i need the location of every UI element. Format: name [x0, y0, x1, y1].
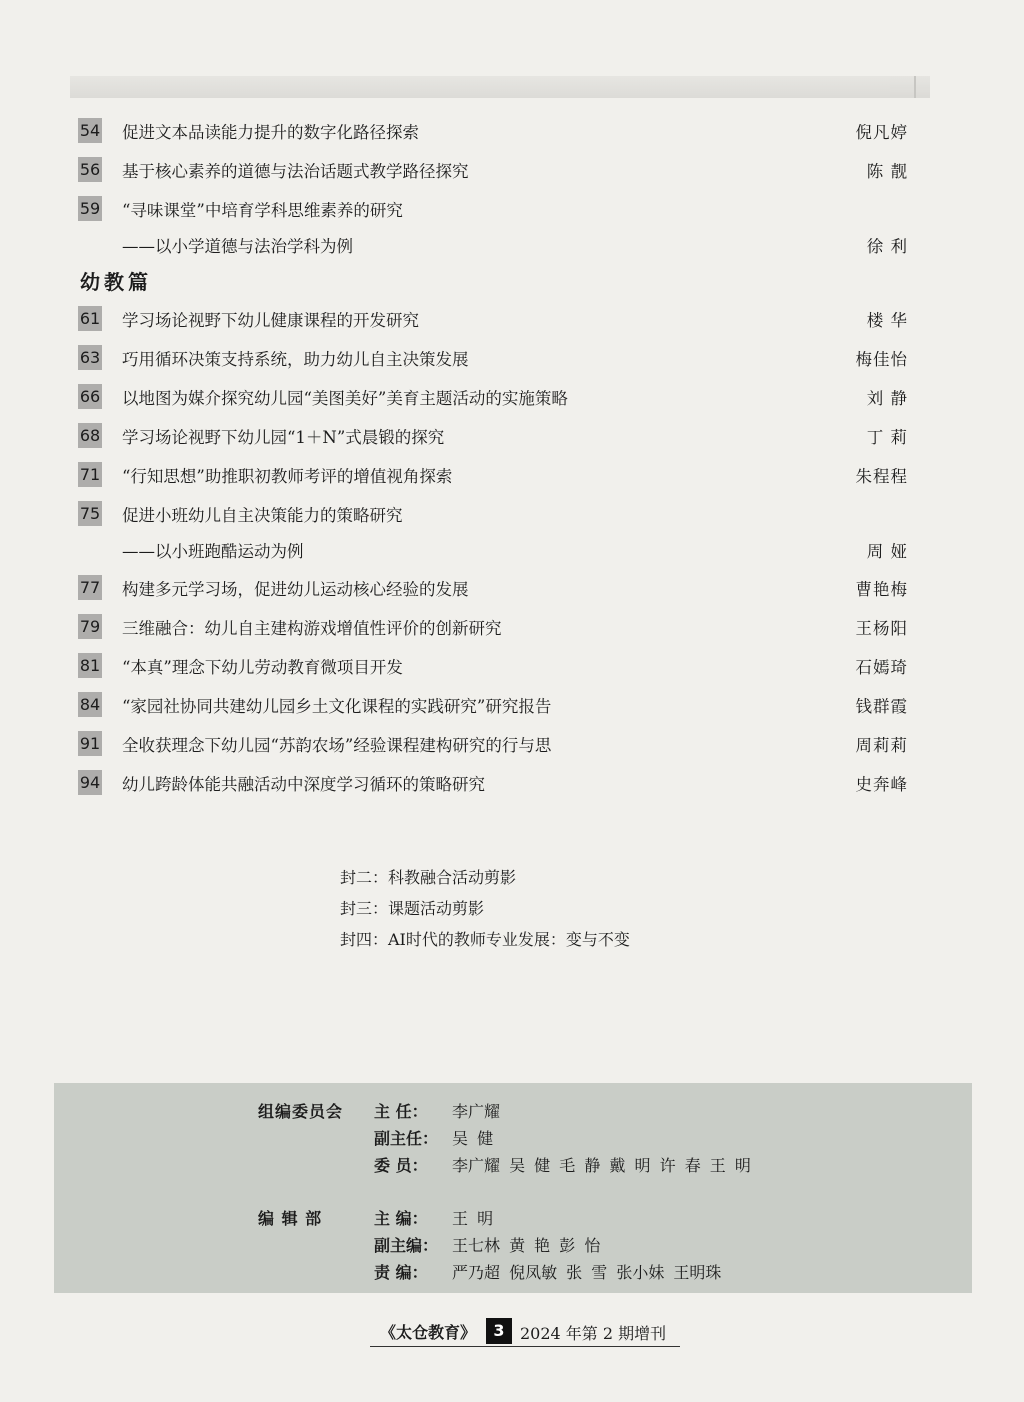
article-title: 促进小班幼儿自主决策能力的策略研究 [122, 506, 403, 525]
article-subtitle: ——以小班跑酷运动为例 [122, 542, 304, 561]
article-author: 朱程程 [855, 467, 908, 486]
article-author: 王杨阳 [855, 619, 908, 638]
page-number-badge: 66 [78, 384, 102, 409]
toc-entry[interactable] [78, 686, 918, 725]
page-number-badge: 71 [78, 462, 102, 487]
toc-entry[interactable] [78, 764, 918, 803]
article-title: “家园社协同共建幼儿园乡土文化课程的实践研究”研究报告 [122, 697, 552, 716]
article-title: “寻味课堂”中培育学科思维素养的研究 [122, 201, 403, 220]
toc-entry[interactable] [78, 378, 918, 417]
page-number-badge: 68 [78, 423, 102, 448]
director-name: 李广耀 [452, 1102, 501, 1121]
toc-entry[interactable] [78, 190, 918, 229]
article-author: 梅佳怡 [855, 350, 908, 369]
director-label: 主 任： [374, 1102, 428, 1121]
article-title: 三维融合：幼儿自主建构游戏增值性评价的创新研究 [122, 619, 502, 638]
responsible-editor-label: 责 编： [374, 1263, 428, 1282]
table-of-contents [78, 112, 918, 803]
article-author: 刘 静 [866, 389, 908, 408]
members-names: 李广耀 吴 健 毛 静 戴 明 许 春 王 明 [452, 1156, 751, 1175]
toc-group-a [78, 112, 918, 264]
page-number-badge: 94 [78, 770, 102, 795]
toc-subtitle-entry [78, 229, 918, 264]
page-number-badge: 84 [78, 692, 102, 717]
article-author: 徐 利 [866, 237, 908, 256]
article-author: 钱群霞 [855, 697, 908, 716]
page-footer [370, 1318, 680, 1347]
page-number-badge: 59 [78, 196, 102, 221]
article-author: 周莉莉 [855, 736, 908, 755]
article-author: 石嫣琦 [855, 658, 908, 677]
cover-note-4: 封四：AI时代的教师专业发展：变与不变 [340, 930, 630, 949]
page-number: 3 [486, 1318, 512, 1344]
article-title: 促进文本品读能力提升的数字化路径探索 [122, 123, 419, 142]
toc-entry[interactable] [78, 339, 918, 378]
page-number-badge: 61 [78, 306, 102, 331]
chief-editor-name: 王 明 [452, 1209, 494, 1228]
cover-notes [340, 862, 630, 955]
toc-subtitle-entry [78, 534, 918, 569]
toc-entry[interactable] [78, 608, 918, 647]
article-subtitle: ——以小学道德与法治学科为例 [122, 237, 353, 256]
article-title: “行知思想”助推职初教师考评的增值视角探索 [122, 467, 453, 486]
article-author: 史奔峰 [855, 775, 908, 794]
article-title: 基于核心素养的道德与法治话题式教学路径探究 [122, 162, 469, 181]
editorial-board [54, 1083, 972, 1293]
members-label: 委 员： [374, 1156, 428, 1175]
toc-entry[interactable] [78, 647, 918, 686]
toc-entry[interactable] [78, 569, 918, 608]
toc-entry[interactable] [78, 495, 918, 534]
page-number-badge: 63 [78, 345, 102, 370]
article-author: 楼 华 [866, 311, 908, 330]
toc-entry[interactable] [78, 456, 918, 495]
article-author: 周 娅 [866, 542, 908, 561]
cover-note-3: 封三：课题活动剪影 [340, 899, 485, 918]
page-number-badge: 54 [78, 118, 102, 143]
issue-label: 2024 年第 2 期增刊 [520, 1324, 667, 1343]
cover-note-2: 封二：科教融合活动剪影 [340, 868, 517, 887]
article-title: “本真”理念下幼儿劳动教育微项目开发 [122, 658, 403, 677]
article-author: 丁 莉 [866, 428, 908, 447]
article-title: 构建多元学习场，促进幼儿运动核心经验的发展 [122, 580, 469, 599]
magazine-name: 《太仓教育》 [380, 1323, 477, 1342]
page-number-badge: 81 [78, 653, 102, 678]
toc-entry[interactable] [78, 151, 918, 190]
article-author: 倪凡婷 [855, 123, 908, 142]
section-title: 幼教篇 [80, 270, 152, 294]
page-number-badge: 91 [78, 731, 102, 756]
toc-group-b [78, 300, 918, 569]
article-title: 学习场论视野下幼儿园“1＋N”式晨锻的探究 [122, 428, 445, 447]
vice-director-label: 副主任： [374, 1129, 439, 1148]
article-title: 以地图为媒介探究幼儿园“美图美好”美育主题活动的实施策略 [122, 389, 568, 408]
chief-editor-label: 主 编： [374, 1209, 428, 1228]
deputy-editor-label: 副主编： [374, 1236, 439, 1255]
article-title: 学习场论视野下幼儿健康课程的开发研究 [122, 311, 419, 330]
toc-entry[interactable] [78, 300, 918, 339]
article-title: 巧用循环决策支持系统，助力幼儿自主决策发展 [122, 350, 469, 369]
page-number-badge: 56 [78, 157, 102, 182]
dept-label: 编 辑 部 [258, 1209, 323, 1228]
deputy-editor-names: 王七林 黄 艳 彭 怡 [452, 1236, 601, 1255]
article-author: 陈 靓 [866, 162, 908, 181]
toc-entry[interactable] [78, 725, 918, 764]
article-title: 幼儿跨龄体能共融活动中深度学习循环的策略研究 [122, 775, 485, 794]
article-title: 全收获理念下幼儿园“苏韵农场”经验课程建构研究的行与思 [122, 736, 552, 755]
toc-entry[interactable] [78, 417, 918, 456]
page-number-badge: 79 [78, 614, 102, 639]
header-rule [70, 76, 930, 98]
responsible-editor-names: 严乃超 倪凤敏 张 雪 张小妹 王明珠 [452, 1263, 722, 1282]
page-number-badge: 75 [78, 501, 102, 526]
article-author: 曹艳梅 [855, 580, 908, 599]
committee-label: 组编委员会 [258, 1102, 344, 1121]
vice-director-name: 吴 健 [452, 1129, 494, 1148]
toc-entry[interactable] [78, 112, 918, 151]
page-number-badge: 77 [78, 575, 102, 600]
toc-group-c [78, 569, 918, 803]
